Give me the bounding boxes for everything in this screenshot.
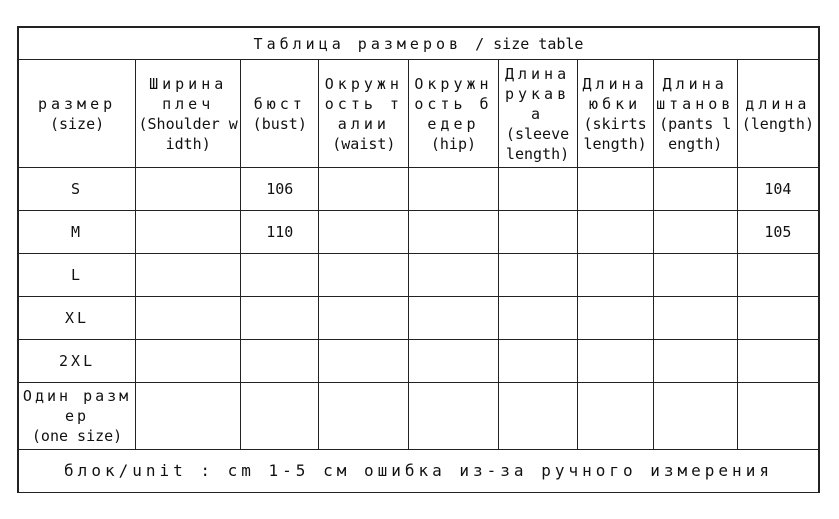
header-size-en: (size) bbox=[49, 114, 105, 133]
header-bust-en: (bust) bbox=[252, 114, 307, 133]
table-row bbox=[19, 340, 819, 383]
header-waist-en: (waist) bbox=[332, 134, 396, 153]
cell-waist bbox=[319, 211, 409, 254]
title-ru: Таблица размеров bbox=[253, 34, 463, 53]
cell-bust bbox=[241, 340, 319, 383]
cell-bust: 106 bbox=[241, 168, 319, 211]
cell-skirts bbox=[577, 168, 653, 211]
size-table-sheet bbox=[17, 26, 820, 493]
cell-pants bbox=[653, 297, 737, 340]
cell-shoulder bbox=[136, 168, 241, 211]
header-pants-ru: Длина штанов bbox=[656, 74, 735, 113]
header-size-ru: размер bbox=[37, 94, 117, 113]
size-label: 2XL bbox=[19, 340, 136, 383]
cell-shoulder bbox=[136, 297, 241, 340]
cell-hip bbox=[409, 254, 498, 297]
header-row bbox=[19, 60, 819, 168]
cell-length bbox=[737, 297, 818, 340]
cell-length: 104 bbox=[737, 168, 818, 211]
title-row bbox=[19, 28, 819, 60]
cell-bust bbox=[241, 297, 319, 340]
cell-shoulder bbox=[136, 340, 241, 383]
size-table bbox=[18, 27, 819, 493]
cell-skirts bbox=[577, 297, 653, 340]
header-size bbox=[19, 60, 136, 168]
cell-hip bbox=[409, 168, 498, 211]
cell-hip bbox=[409, 383, 498, 450]
title-en: / size table bbox=[475, 34, 584, 53]
cell-bust: 110 bbox=[241, 211, 319, 254]
table-row bbox=[19, 168, 819, 211]
cell-sleeve bbox=[498, 254, 577, 297]
cell-sleeve bbox=[498, 340, 577, 383]
cell-waist bbox=[319, 383, 409, 450]
table-row bbox=[19, 254, 819, 297]
header-waist-ru: Окружность талии bbox=[324, 74, 403, 133]
one-size-en: (one size) bbox=[31, 427, 123, 445]
header-skirts bbox=[577, 60, 653, 168]
cell-hip bbox=[409, 297, 498, 340]
header-waist bbox=[319, 60, 409, 168]
cell-bust bbox=[241, 383, 319, 450]
header-sleeve-ru: Длина рукава bbox=[504, 64, 571, 123]
cell-pants bbox=[653, 168, 737, 211]
cell-waist bbox=[319, 254, 409, 297]
cell-sleeve bbox=[498, 211, 577, 254]
cell-length bbox=[737, 340, 818, 383]
header-shoulder-ru: Ширина плеч bbox=[149, 74, 228, 113]
size-label: XL bbox=[19, 297, 136, 340]
size-label: L bbox=[19, 254, 136, 297]
cell-length bbox=[737, 383, 818, 450]
size-label: M bbox=[19, 211, 136, 254]
cell-shoulder bbox=[136, 211, 241, 254]
cell-hip bbox=[409, 340, 498, 383]
header-length-en: (length) bbox=[741, 114, 814, 133]
cell-skirts bbox=[577, 254, 653, 297]
header-shoulder-en: (Shoulder width) bbox=[138, 114, 238, 153]
header-skirts-ru: Длина юбки bbox=[582, 74, 648, 113]
cell-skirts bbox=[577, 383, 653, 450]
cell-skirts bbox=[577, 211, 653, 254]
header-pants-en: (pants length) bbox=[659, 114, 732, 153]
cell-skirts bbox=[577, 340, 653, 383]
table-row bbox=[19, 297, 819, 340]
table-row bbox=[19, 383, 819, 450]
header-shoulder bbox=[136, 60, 241, 168]
cell-length bbox=[737, 254, 818, 297]
table-title bbox=[19, 28, 819, 60]
cell-pants bbox=[653, 340, 737, 383]
header-bust bbox=[241, 60, 319, 168]
cell-waist bbox=[319, 340, 409, 383]
cell-shoulder bbox=[136, 254, 241, 297]
footer-note: блок/unit : cm 1-5 см ошибка из-за ручного измерения bbox=[19, 450, 819, 493]
header-length bbox=[737, 60, 818, 168]
cell-pants bbox=[653, 211, 737, 254]
cell-length: 105 bbox=[737, 211, 818, 254]
cell-pants bbox=[653, 383, 737, 450]
header-hip bbox=[409, 60, 498, 168]
header-pants bbox=[653, 60, 737, 168]
cell-bust bbox=[241, 254, 319, 297]
header-length-ru: длина bbox=[745, 94, 811, 113]
cell-shoulder bbox=[136, 383, 241, 450]
header-sleeve bbox=[498, 60, 577, 168]
header-hip-ru: Окружность бедер bbox=[414, 74, 493, 133]
cell-hip bbox=[409, 211, 498, 254]
cell-pants bbox=[653, 254, 737, 297]
header-sleeve-en: (sleeve length) bbox=[505, 124, 570, 163]
footer-row bbox=[19, 450, 819, 493]
header-skirts-en: (skirts length) bbox=[583, 114, 647, 153]
size-label-one-size bbox=[19, 383, 136, 450]
cell-sleeve bbox=[498, 168, 577, 211]
cell-waist bbox=[319, 168, 409, 211]
header-bust-ru: бюст bbox=[253, 94, 306, 113]
cell-sleeve bbox=[498, 297, 577, 340]
one-size-ru: Один размер bbox=[22, 387, 132, 425]
cell-sleeve bbox=[498, 383, 577, 450]
header-hip-en: (hip) bbox=[430, 134, 477, 153]
cell-waist bbox=[319, 297, 409, 340]
size-label: S bbox=[19, 168, 136, 211]
table-row bbox=[19, 211, 819, 254]
